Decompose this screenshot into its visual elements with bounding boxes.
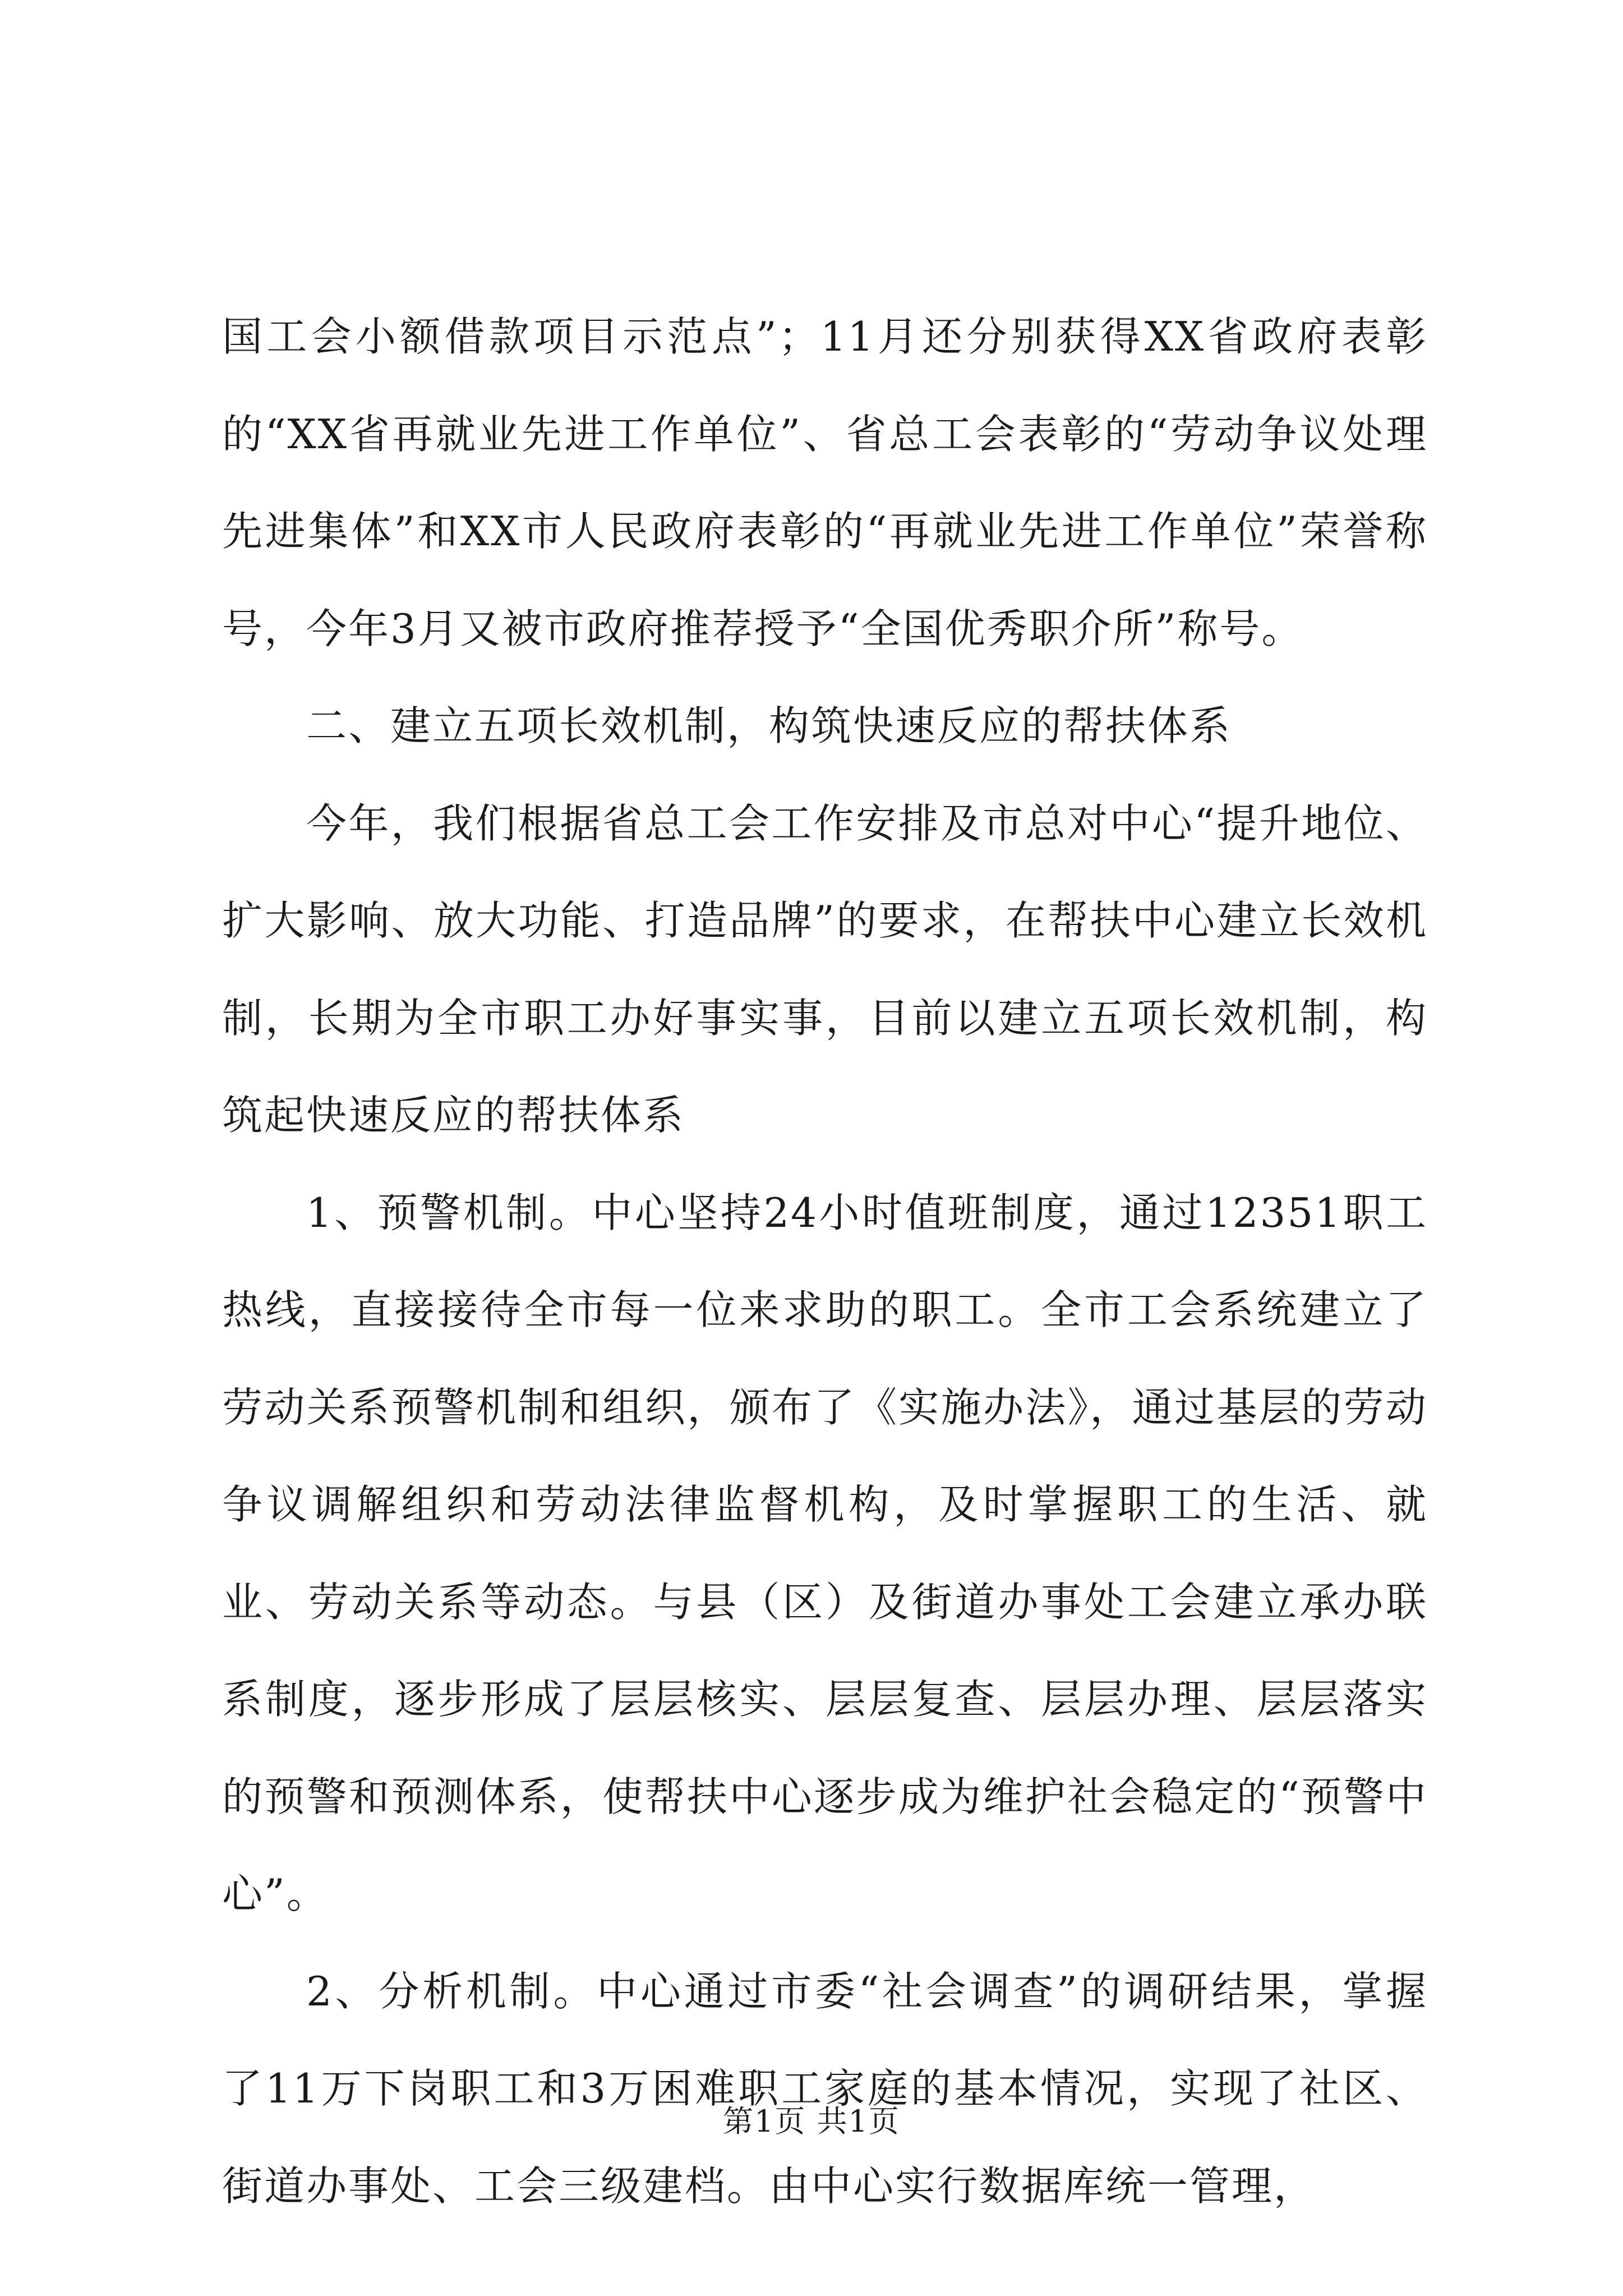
paragraph-intro: 今年，我们根据省总工会工作安排及市总对中心“提升地位、扩大影响、放大功能、打造品牌”的要求，在帮扶中心建立长效机制，长期为全市职工办好事实事，目前以建立五项长效机制，构筑起快速反应的帮扶体系 — [222, 799, 1428, 1139]
section-heading: 二、建立五项长效机制，构筑快速反应的帮扶体系 — [306, 702, 1232, 749]
paragraph-awards: 国工会小额借款项目示范点”；11月还分别获得XX省政府表彰的“XX省再就业先进工作单位”、省总工会表彰的“劳动争议处理先进集体”和XX市人民政府表彰的“再就业先进工作单位”荣誉称号，今年3月又被市政府推荐授予“全国优秀职介所”称号。 — [222, 313, 1428, 652]
paragraph-analysis-mechanism: 2、分析机制。中心通过市委“社会调查”的调研结果，掌握了11万下岗职工和3万困难职工家庭的基本情况，实现了社区、街道办事处、工会三级建档。由中心实行数据库统一管理， — [222, 1967, 1428, 2210]
document-body — [222, 288, 1428, 2235]
page-footer — [0, 2099, 1623, 2144]
page-number-label: 第1页 共1页 — [723, 2104, 900, 2139]
paragraph-warning-mechanism: 1、预警机制。中心坚持24小时值班制度，通过12351职工热线，直接接待全市每一位来求助的职工。全市工会系统建立了劳动关系预警机制和组织，颁布了《实施办法》，通过基层的劳动争议调解组织和劳动法律监督机构，及时掌握职工的生活、就业、劳动关系等动态。与县（区）及街道办事处工会建立承办联系制度，逐步形成了层层核实、层层复查、层层办理、层层落实的预警和预测体系，使帮扶中心逐步成为维护社会稳定的“预警中心”。 — [222, 1189, 1428, 1917]
